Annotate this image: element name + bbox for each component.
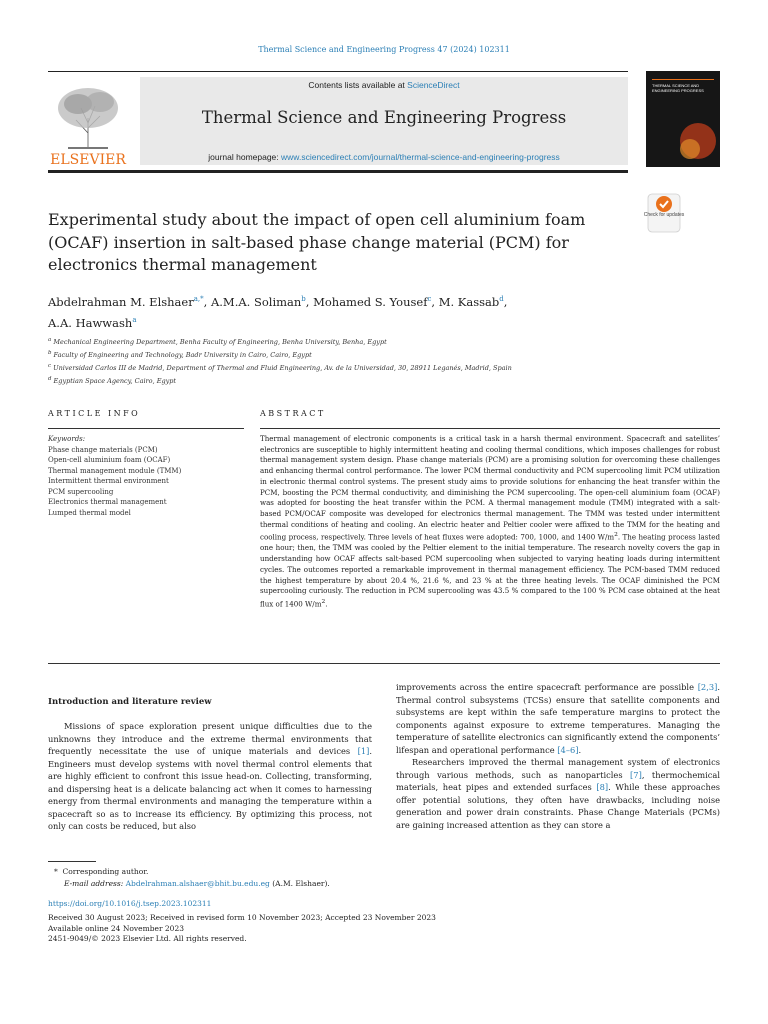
paragraph-text: Missions of space exploration present unique difficulties due to the unknowns they introduce and the extreme thermal environments that frequently necessitate the use of unique materials and devices [48,721,372,757]
author-name[interactable]: A.M.A. Soliman [210,294,302,309]
footnote-mark: * [54,867,58,876]
journal-homepage [140,152,628,162]
affiliation-mark: c [48,363,52,370]
paragraph-text: . While these approaches offer potential solutions, they often have drawbacks, including noise generation and power drain constraints. Phase Change Materials (PCMs) are gaining increased attention as they can store a [396,782,721,831]
doi-link[interactable]: https://doi.org/10.1016/j.tsep.2023.102311 [48,899,212,908]
keyword-item: Electronics thermal management [48,498,167,506]
affiliation-item [48,374,628,387]
journal-cover-thumbnail[interactable] [646,71,720,167]
affiliation-marker[interactable]: a,* [193,295,204,303]
keyword-item: Thermal management module (TMM) [48,466,182,475]
unit-superscript: 2 [614,532,618,539]
abstract-part-1: Thermal management of electronic components is a critical task in a harsh thermal environment. Spacecraft and satellites’ electronics are susceptible to highly intermittent heating and cooling thermal conditions, which imposes challenges for robust thermal management system design. Phase change materials (PCM) are a promising solution for overcoming these challenges and enhancing thermal control performance. The lower PCM thermal conductivity and PCM supercooling limit PCM utilization in electronic thermal control systems. The present study aims to provide solutions for enhancing the heat transfer within the PCM, boosting the PCM thermal conductivity, and diminishing the PCM supercooling. The open-cell aluminium foam (OCAF) was adopted for boosting the heat transfer within the PCM. A thermal management module (TMM) integrated with a salt-based PCM/OCAF composite was developed for electronics thermal management. The TMM was tested under intermittent thermal conditions of heating and cooling. An electric heater and Peltier cooler were affixed to the TMM for the heating and cooling process, respectively. Three levels of heat fluxes were adopted: 700, 1000, and 1400 W/m [260,434,720,542]
abstract-end: . [325,599,328,609]
keyword-item: Intermittent thermal environment [48,477,169,485]
body-column-left [48,720,372,833]
copyright: 2451-9049/© 2023 Elsevier Ltd. All rights reserved. [48,934,247,943]
affiliation-marker[interactable]: c [427,295,432,303]
abstract-end-rule [48,663,720,664]
keyword-list [48,445,244,519]
author-separator: , [305,294,314,309]
unit-superscript: 2 [321,598,326,605]
homepage-link[interactable]: www.sciencedirect.com/journal/thermal-science-and-engineering-progress [281,152,560,162]
reference-link[interactable]: [8] [596,782,609,793]
article-info-rule [48,428,244,429]
online-date: Available online 24 November 2023 [48,923,184,933]
journal-title: Thermal Science and Engineering Progress [201,108,567,127]
affiliation-mark: d [48,376,52,383]
keywords-block [48,434,244,518]
email-link[interactable]: Abdelrahman.alshaer@bhit.bu.edu.eg [125,879,270,888]
author-separator: , [503,294,508,309]
author-list [48,290,608,332]
affiliation-text: Universidad Carlos III de Madrid, Department of Thermal and Fluid Engineering, Av. de la Universidad, 30, 28911 Leganés, Madrid, Spain [53,364,512,373]
corresponding-author-footnote [54,866,454,890]
keywords-label: Keywords: [48,435,86,443]
email-suffix: (A.M. Elshaer). [269,879,330,888]
paragraph [396,756,720,831]
keyword-item: Lumped thermal model [48,508,131,517]
author-name[interactable]: M. Kassab [438,294,500,309]
author-name[interactable]: Mohamed S. Yousef [313,294,428,309]
paragraph-text: Researchers improved the thermal management system of electronics through various methods, such as nanoparticles [396,757,720,780]
abstract-part-2: . The heating process lasted one hour; then, the TMM was cooled by the Peltier element to the initial temperature. The research novelty covers the gap in understanding how OCAF affects salt-based PCM supercooling when subjected to varying heating loads during intermittent cycles. The outcomes reported a remarkable improvement in thermal management efficiency. The PCM-based TMM reduced the highest temperature by about 20.4 %, 21.6 %, and 23 % at the three heating levels. The OCAF diminished the PCM supercooling curiously. The reduction in PCM supercooling was 43.5 % compared to the 100 % PCM case obtained at the heat flux of 1400 W/m [260,532,720,609]
homepage-prefix: journal homepage: [208,152,282,162]
abstract-rule [260,428,720,429]
elsevier-logo [48,78,128,168]
keyword-item: Open-cell aluminium foam (OCAF) [48,456,171,464]
affiliation-item [48,348,628,361]
received-dates: Received 30 August 2023; Received in revised form 10 November 2023; Accepted 23 November 2023 [48,913,436,922]
check-for-updates-label[interactable]: Check for updates [643,212,685,218]
affiliation-mark: a [48,337,52,343]
affiliation-marker[interactable]: d [499,295,504,303]
affiliation-text: Faculty of Engineering and Technology, Badr University in Cairo, Cairo, Egypt [53,351,312,360]
cover-title: THERMAL SCIENCE AND ENGINEERING PROGRESS [652,83,704,93]
abstract-text [260,434,720,610]
author-name[interactable]: A.A. Hawwash [48,315,133,330]
sciencedirect-link[interactable]: ScienceDirect [407,80,460,90]
publisher-name: ELSEVIER [50,152,126,168]
paragraph-text: . Engineers must develop systems with novel thermal control elements that are highly efficient to confront this issue head-on. Collecting, transforming, and dispersing heat is a delicate balancing act when it comes to harnessing energy from thermal environments and managing the temperature within a spacecraft so as to increase its efficiency. By optimizing this process, not only can costs be reduced, but also [48,746,372,832]
affiliation-list [48,335,628,388]
article-info-heading: ARTICLE INFO [48,409,141,418]
body-column-right [396,681,720,832]
publication-dates [48,913,648,945]
journal-reference[interactable]: Thermal Science and Engineering Progress 47 (2024) 102311 [258,45,510,54]
footnote-rule [48,861,96,862]
affiliation-text: Egyptian Space Agency, Cairo, Egypt [53,377,177,386]
section-heading-introduction: Introduction and literature review [48,697,212,707]
paragraph-text: improvements across the entire spacecraft performance are possible [396,682,698,692]
keyword-item: Phase change materials (PCM) [48,445,158,454]
header-top-rule [48,71,628,72]
affiliation-mark: b [48,350,52,357]
reference-link[interactable]: [7] [630,769,642,780]
affiliation-item [48,335,628,348]
reference-link[interactable]: [2,3] [697,682,718,692]
affiliation-marker[interactable]: a [132,315,137,324]
contents-prefix: Contents lists available at [308,80,408,90]
corresponding-label: Corresponding author. [62,867,149,876]
reference-link[interactable]: [4–6] [557,744,579,755]
header-bottom-rule [48,170,628,173]
article-title: Experimental study about the impact of open cell aluminium foam (OCAF) insertion in salt-based phase change material (PCM) for electronics thermal management [48,210,586,274]
keyword-item: PCM supercooling [48,487,114,496]
paragraph-text: . [578,744,582,755]
paragraph [396,681,720,756]
author-separator: , [203,294,211,309]
email-label: E-mail address: [64,879,126,888]
author-separator: , [431,294,439,309]
affiliation-text: Mechanical Engineering Department, Benha Faculty of Engineering, Benha University, Benha, Egypt [53,338,387,347]
affiliation-marker[interactable]: b [301,295,306,303]
paragraph-text: , thermochemical materials, heat pipes and extended surfaces [396,769,720,793]
affiliation-item [48,361,628,374]
author-name[interactable]: Abdelrahman M. Elshaer [48,294,194,309]
paragraph [48,720,372,833]
reference-link[interactable]: [1] [357,746,370,757]
paragraph-text: . Thermal control subsystems (TCSs) ensure that satellite components and subsystems are kept within the safe temperature margins to protect the components against exposure to extreme temperatures. Managing the temperature of satellite electronics can significantly extend the components’ lifespan and operational performance [396,682,720,755]
abstract-heading: ABSTRACT [260,409,326,418]
contents-availability [140,80,628,90]
